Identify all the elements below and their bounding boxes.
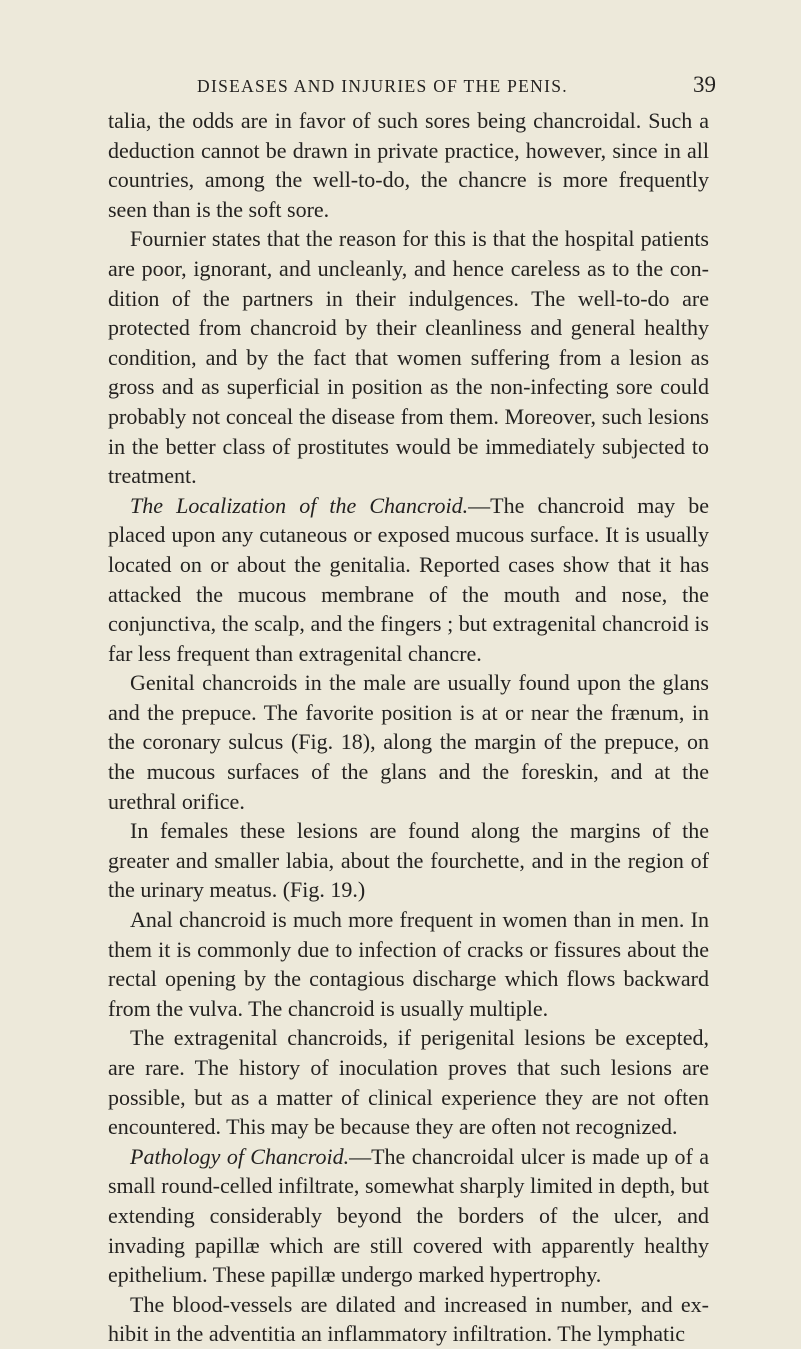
em-dash: —	[349, 1143, 372, 1169]
paragraph	[108, 106, 709, 224]
running-head	[0, 72, 716, 102]
paragraph	[108, 816, 709, 905]
em-dash: —	[468, 492, 491, 518]
paragraph	[108, 1290, 709, 1349]
paragraph	[108, 668, 709, 816]
section-heading: Pathology of Chancroid.	[130, 1143, 350, 1169]
running-title: DISEASES AND INJURIES OF THE PENIS.	[197, 76, 568, 96]
paragraph	[108, 491, 709, 669]
paragraph-text: Fournier states that the reason for this is that the hospital patients are poor, ignorant, and uncleanly, and hence careless as to the condition of the partners in their indulgences. The well-to-do are protected from chancroid by their cleanliness and general healthy condition, and by the fact that women suffering from a lesion as gross and as superficial in position as the non-infecting sore could probably not conceal the disease from them. Moreover, such lesions in the better class of prostitutes would be immediately subjected to treatment.	[108, 226, 709, 489]
paragraph	[108, 1142, 709, 1290]
paragraph	[108, 905, 709, 1023]
paragraph	[108, 224, 709, 490]
section-heading: The Localization of the Chancroid.	[130, 492, 469, 518]
paragraph	[108, 1023, 709, 1141]
paragraph-text: In females these lesions are found along the margins of the greater and smaller labia, about the fourchette, and in the region of the urinary meatus. (Fig. 19.)	[108, 818, 709, 903]
page-number: 39	[693, 72, 716, 97]
paragraph-text: Genital chancroids in the male are usually found upon the glans and the prepuce. The favorite position is at or near the frænum, in the coronary sulcus (Fig. 18), along the margin of the prepuce, on the mucous surfaces of the glans and the foreskin, and at the urethral orifice.	[108, 670, 709, 814]
paragraph-text: talia, the odds are in favor of such sores being chancroidal. Such a deduction cannot be drawn in private practice, however, since in all countries, among the well-to-do, the chancre is more frequently seen than is the soft sore.	[108, 108, 709, 222]
body-text	[108, 106, 709, 1349]
paragraph-text: The chancroid may be placed upon any cutaneous or exposed mucous surface. It is usually located on or about the genitalia. Reported cases show that it has attacked the mucous membrane of the mouth and nose, the conjunctiva, the scalp, and the fingers ; but extragenital chancroid is far less frequent than extragenital chancre.	[108, 492, 710, 666]
paragraph-text: Anal chancroid is much more frequent in women than in men. In them it is commonly due to infection of cracks or fissures about the rectal opening by the contagious discharge which flows backward from the vulva. The chancroid is usually multiple.	[108, 907, 709, 1021]
paragraph-text: The extragenital chancroids, if perigenital lesions be excepted, are rare. The history of inoculation proves that such lesions are possible, but as a matter of clinical experience they are not often encountered. This may be because they are often not recognized.	[108, 1025, 709, 1140]
paragraph-text: The blood-vessels are dilated and increased in number, and exhibit in the adventitia an inflammatory infiltration. The lymphatic	[108, 1291, 709, 1347]
paragraph-text: The chancroidal ulcer is made up of a small round-celled infiltrate, somewhat sharply limited in depth, but extending considerably beyond the borders of the ulcer, and invading papillæ which are still covered with apparently healthy epithelium. These papillæ undergo marked hypertrophy.	[108, 1143, 709, 1288]
